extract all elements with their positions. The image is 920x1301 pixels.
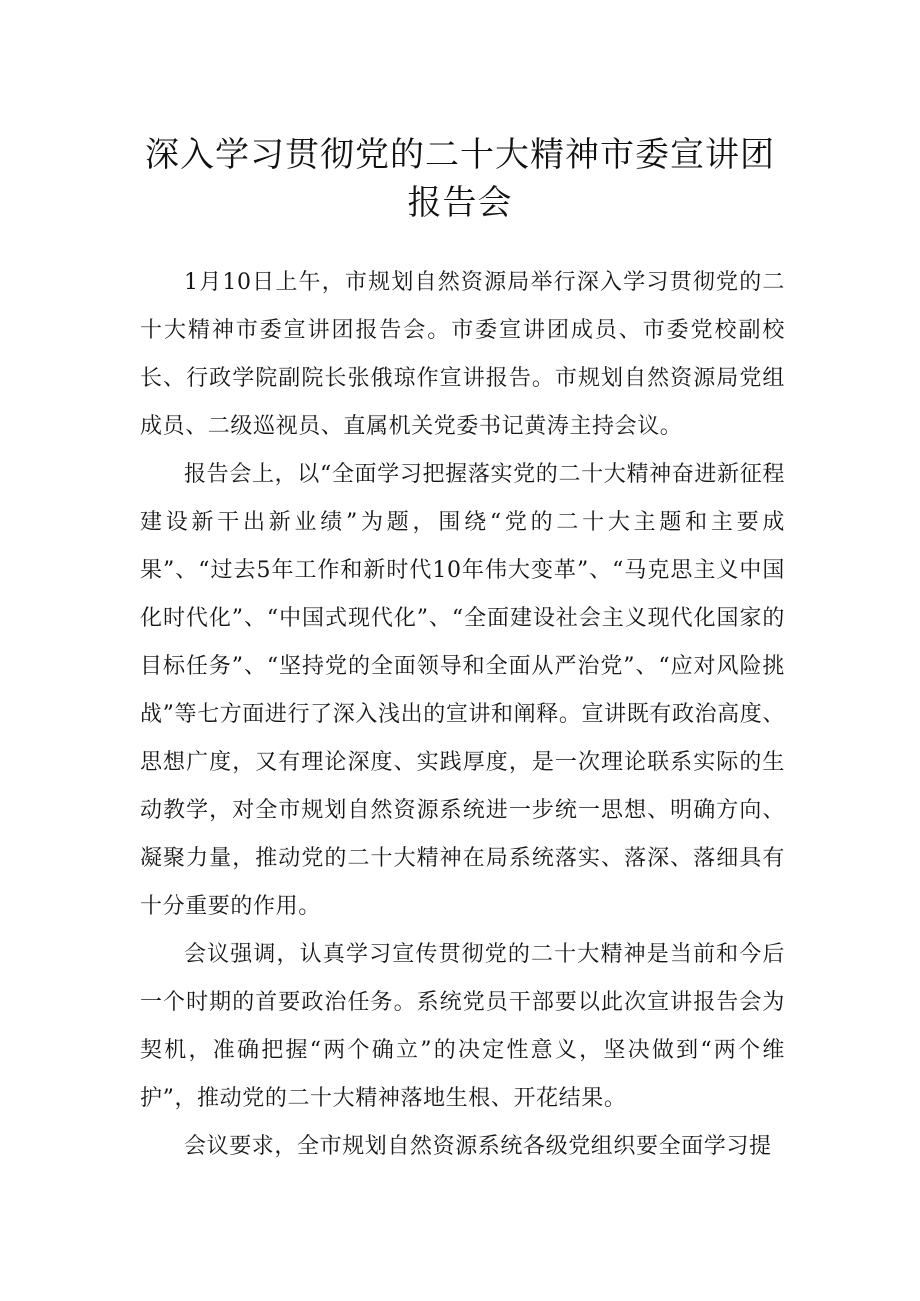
document-title-line-1: 深入学习贯彻党的二十大精神市委宣讲团: [145, 135, 775, 175]
document-body: [140, 259, 785, 1171]
document-title-line-2: 报告会: [407, 183, 513, 223]
paragraph-2: 报告会上，以“全面学习把握落实党的二十大精神奋进新征程建设新干出新业绩”为题，围绕“党的二十大主题和主要成果”、“过去5年工作和新时代10年伟大变革”、“马克思主义中国化时代化”、“中国式现代化”、“全面建设社会主义现代化国家的目标任务”、“坚持党的全面领导和全面从严治党”、“应对风险挑战”等七方面进行了深入浅出的宣讲和阐释。宣讲既有政治高度、思想广度，又有理论深度、实践厚度，是一次理论联系实际的生动教学，对全市规划自然资源系统进一步统一思想、明确方向、凝聚力量，推动党的二十大精神在局系统落实、落深、落细具有十分重要的作用。: [140, 462, 785, 919]
paragraph-4: 会议要求，全市规划自然资源系统各级党组织要全面学习提: [184, 1134, 772, 1159]
paragraph-1: 1月10日上午，市规划自然资源局举行深入学习贯彻党的二十大精神市委宣讲团报告会。市委宣讲团成员、市委党校副校长、行政学院副院长张俄琼作宣讲报告。市规划自然资源局党组成员、二级巡视员、直属机关党委书记黄涛主持会议。: [140, 270, 785, 439]
paragraph-3: 会议强调，认真学习宣传贯彻党的二十大精神是当前和今后一个时期的首要政治任务。系统党员干部要以此次宣讲报告会为契机，准确把握“两个确立”的决定性意义，坚决做到“两个维护”，推动党的二十大精神落地生根、开花结果。: [140, 942, 785, 1111]
